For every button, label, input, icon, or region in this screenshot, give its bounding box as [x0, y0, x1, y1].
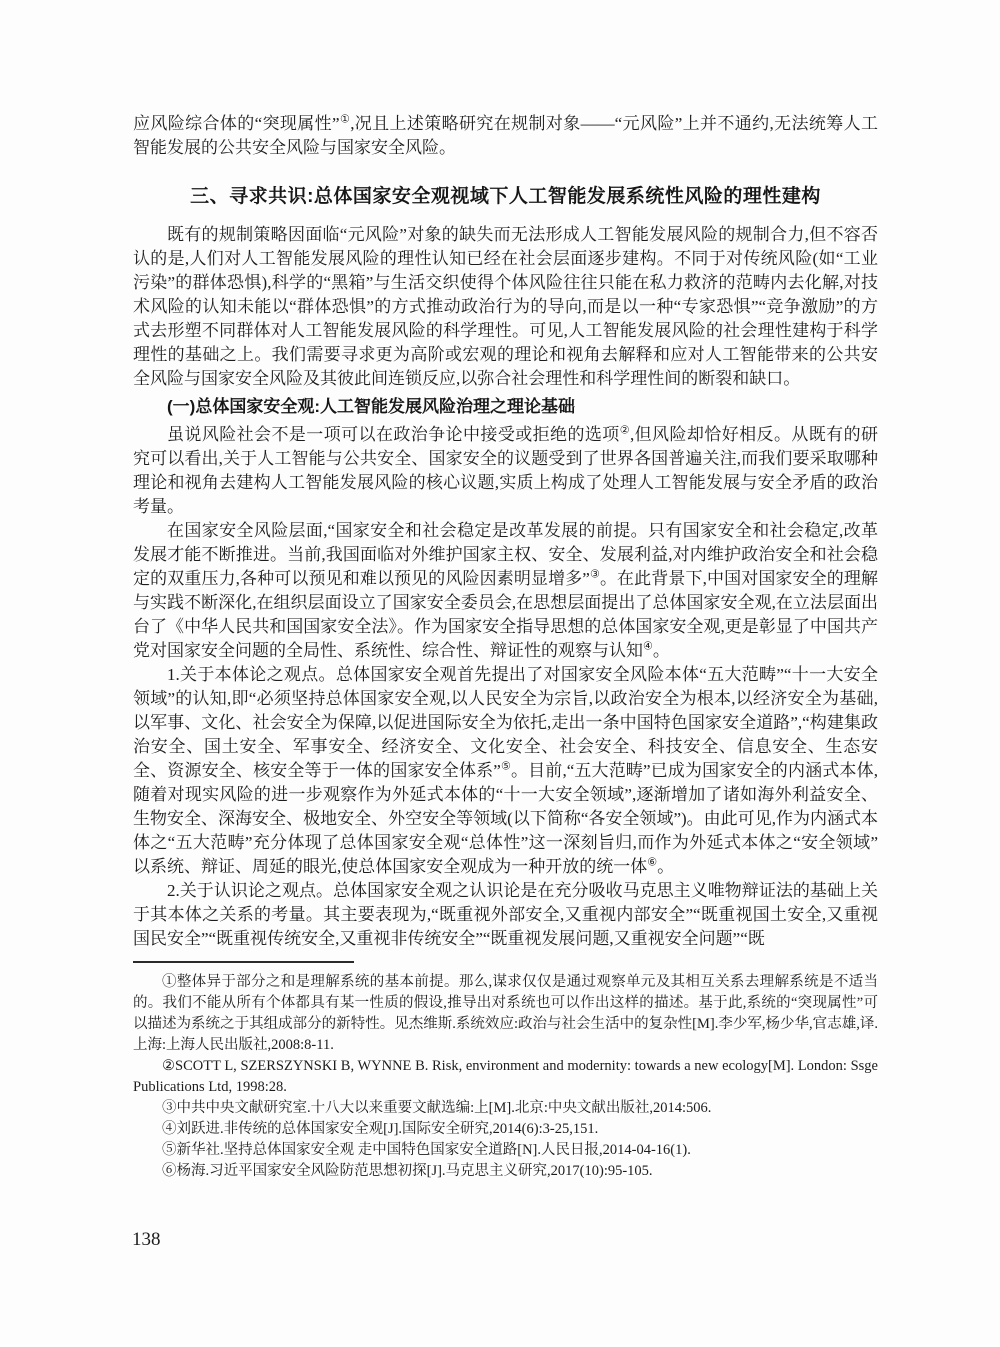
page-body	[133, 112, 878, 1182]
footnote-item: ⑤新华社.坚持总体国家安全观 走中国特色国家安全道路[N].人民日报,2014-04-16(1).	[162, 1142, 691, 1158]
footnote-item: ④刘跃进.非传统的总体国家安全观[J].国际安全研究,2014(6):3-25,151.	[162, 1121, 599, 1137]
paragraph-5: 2.关于认识论之观点。总体国家安全观之认识论是在充分吸收马克思主义唯物辩证法的基础上关于其本体之关系的考量。其主要表现为,“既重视外部安全,又重视内部安全”“既重视国土安全,又重视国民安全”“既重视传统安全,又重视非传统安全”“既重视发展问题,又重视安全问题”“既	[133, 881, 878, 948]
footnote-item: ⑥杨海.习近平国家安全风险防范思想初探[J].马克思主义研究,2017(10):95-105.	[162, 1163, 653, 1179]
paragraph-2: 虽说风险社会不是一项可以在政治争论中接受或拒绝的选项②,但风险却恰好相反。从既有的研究可以看出,关于人工智能与公共安全、国家安全的议题受到了世界各国普遍关注,而我们要采取哪种理论和视角去建构人工智能发展风险的核心议题,实质上构成了处理人工智能发展与安全矛盾的政治考量。	[133, 424, 878, 516]
section-heading: 三、寻求共识:总体国家安全观视域下人工智能发展系统性风险的理性建构	[190, 186, 821, 207]
subsection-heading: (一)总体国家安全观:人工智能发展风险治理之理论基础	[167, 397, 575, 416]
continuation-paragraph: 应风险综合体的“突现属性”①,况且上述策略研究在规制对象——“元风险”上并不通约,无法统筹人工智能发展的公共安全风险与国家安全风险。	[133, 113, 878, 157]
footnote-divider	[133, 961, 354, 963]
footnote-item: ③中共中央文献研究室.十八大以来重要文献选编:上[M].北京:中央文献出版社,2014:506.	[162, 1100, 712, 1116]
footnotes-section	[133, 972, 878, 1182]
footnote-item: ①整体异于部分之和是理解系统的基本前提。那么,谋求仅仅是通过观察单元及其相互关系去理解系统是不适当的。我们不能从所有个体都具有某一性质的假设,推导出对系统也可以作出这样的描述。基于此,系统的“突现属性”可以描述为系统之于其组成部分的新特性。见杰维斯.系统效应:政治与社会生活中的复杂性[M].李少军,杨少华,官志雄,译.上海:上海人民出版社,2008:8-11.	[133, 974, 878, 1053]
page-number: 138	[132, 1229, 161, 1250]
footnote-item: ②SCOTT L, SZERSZYNSKI B, WYNNE B. Risk, environment and modernity: towards a new ecology[M]. London: Ssge Publications Ltd, 1998:28.	[133, 1058, 878, 1095]
paragraph-3: 在国家安全风险层面,“国家安全和社会稳定是改革发展的前提。只有国家安全和社会稳定,改革发展才能不断推进。当前,我国面临对外维护国家主权、安全、发展利益,对内维护政治安全和社会稳定的双重压力,各种可以预见和难以预见的风险因素明显增多”③。在此背景下,中国对国家安全的理解与实践不断深化,在组织层面设立了国家安全委员会,在思想层面提出了总体国家安全观,在立法层面出台了《中华人民共和国国家安全法》。作为国家安全指导思想的总体国家安全观,更是彰显了中国共产党对国家安全问题的全局性、系统性、综合性、辩证性的观察与认知④。	[133, 521, 878, 660]
paragraph-4: 1.关于本体论之观点。总体国家安全观首先提出了对国家安全风险本体“五大范畴”“十一大安全领域”的认知,即“必须坚持总体国家安全观,以人民安全为宗旨,以政治安全为根本,以经济安全为基础,以军事、文化、社会安全为保障,以促进国际安全为依托,走出一条中国特色国家安全道路”,“构建集政治安全、国土安全、军事安全、经济安全、文化安全、社会安全、科技安全、信息安全、生态安全、资源安全、核安全等于一体的国家安全体系”⑤。目前,“五大范畴”已成为国家安全的内涵式本体,随着对现实风险的进一步观察作为外延式本体的“十一大安全领域”,逐渐增加了诸如海外利益安全、生物安全、深海安全、极地安全、外空安全等领域(以下简称“各安全领域”)。由此可见,作为内涵式本体之“五大范畴”充分体现了总体国家安全观“总体性”这一深刻旨归,而作为外延式本体之“安全领域”以系统、辩证、周延的眼光,使总体国家安全观成为一种开放的统一体⑥。	[133, 665, 878, 876]
paragraph-1: 既有的规制策略因面临“元风险”对象的缺失而无法形成人工智能发展风险的规制合力,但不容否认的是,人们对人工智能发展风险的理性认知已经在社会层面逐步建构。不同于对传统风险(如“工业污染”的群体恐惧),科学的“黑箱”与生活交织使得个体风险往往只能在私力救济的范畴内去化解,对技术风险的认知未能以“群体恐惧”的方式推动政治行为的导向,而是以一种“专家恐惧”“竞争激励”的方式去形塑不同群体对人工智能发展风险的科学理性。可见,人工智能发展风险的社会理性建构于科学理性的基础之上。我们需要寻求更为高阶或宏观的理论和视角去解释和应对人工智能带来的公共安全风险与国家安全风险及其彼此间连锁反应,以弥合社会理性和科学理性间的断裂和缺口。	[133, 225, 878, 388]
